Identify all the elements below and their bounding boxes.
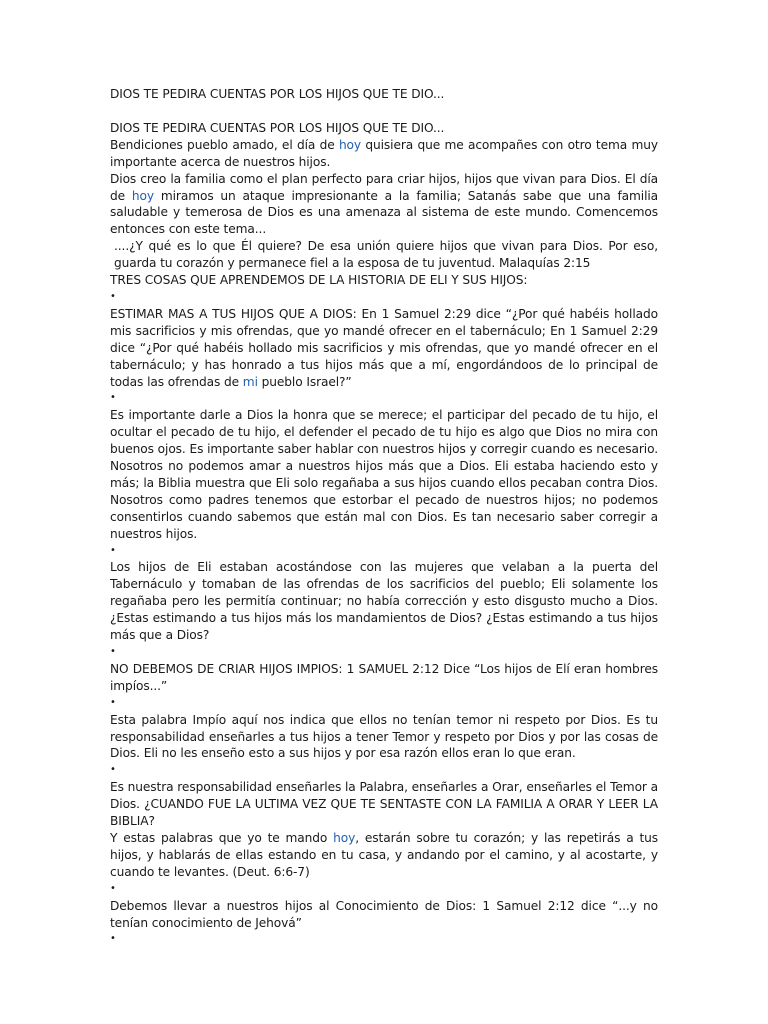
paragraph-hijos-eli: Los hijos de Eli estaban acostándose con las mujeres que velaban a la puerta del Tabernáculo y tomaban de las ofrendas de los sacrificios del pueblo; Eli solamente los regañaba pero les permitía continuar; no había corrección y esto disgusto mucho a Dios. ¿Estas estimando a tus hijos más los mandamientos de Dios? ¿Estas estimando a tus hijos más que a Dios?: [110, 560, 658, 643]
paragraph-honra: Es importante darle a Dios la honra que se merece; el participar del pecado de tu hijo, el ocultar el pecado de tu hijo, el defender el pecado de tu hijo es algo que Dios no mira con buenos ojos. Es importante saber hablar con nuestros hijos y corregir cuando es necesario. Nosotros no podemos amar a nuestros hijos más que a Dios. Eli estaba haciendo esto y más; la Biblia muestra que Eli solo regañaba a sus hijos cuando ellos pecaban contra Dios. Nosotros como padres tenemos que estorbar el pecado de nuestros hijos; no podemos consentirlos cuando sabemos que están mal con Dios. Es tan necesario saber corregir a nuestros hijos.: [110, 408, 658, 541]
bullet-marker: •: [110, 696, 116, 708]
bullet-marker: •: [110, 290, 116, 302]
bullet-marker: •: [110, 544, 116, 556]
paragraph-family-plan: Dios creo la familia como el plan perfecto para criar hijos, hijos que vivan para Dios. El día de hoy miramos un ataque impresionante a la familia; Satanás sabe que una familia saludable y temerosa de Dios es una amenaza al sistema de este mundo. Comencemos entonces con este tema...: [110, 171, 659, 237]
paragraph-hijos-impios: NO DEBEMOS DE CRIAR HIJOS IMPIOS: 1 SAMUEL 2:12 Dice “Los hijos de Elí eran hombres impíos...”: [110, 661, 658, 693]
document-title: DIOS TE PEDIRA CUENTAS POR LOS HIJOS QUE TE DIO...: [110, 87, 445, 101]
bullet-marker: •: [110, 882, 116, 894]
link-hoy[interactable]: hoy: [131, 188, 154, 203]
paragraph-tres-cosas: TRES COSAS QUE APRENDEMOS DE LA HISTORIA DE ELI Y SUS HIJOS:: [110, 273, 528, 288]
bullet-marker: •: [110, 392, 116, 404]
link-mi[interactable]: mi: [242, 374, 258, 389]
bullet-marker: •: [110, 933, 116, 945]
section-heading: DIOS TE PEDIRA CUENTAS POR LOS HIJOS QUE TE DIO...: [110, 120, 445, 135]
paragraph-greeting: Bendiciones pueblo amado, el día de hoy quisiera que me acompañes con otro tema muy importante acerca de nuestros hijos.: [110, 137, 658, 169]
bullet-marker: •: [110, 646, 116, 657]
document-page: [110, 86, 658, 948]
paragraph-deuteronomio: Y estas palabras que yo te mando hoy, estarán sobre tu corazón; y las repetirás a tus hijos, y hablarás de ellas estando en tu casa, y andando por el camino, y al acostarte, y cuando te levantes. (Deut. 6:6-7): [110, 830, 659, 879]
paragraph-malaquias: ....¿Y qué es lo que Él quiere? De esa unión quiere hijos que vivan para Dios. Por eso, guarda tu corazón y permanece fiel a la esposa de tu juventud. Malaquías 2:15: [114, 239, 658, 271]
paragraph-responsabilidad: Es nuestra responsabilidad enseñarles la Palabra, enseñarles a Orar, enseñarles el Temor a Dios. ¿CUANDO FUE LA ULTIMA VEZ QUE TE SENTASTE CON LA FAMILIA A ORAR Y LEER LA BIBLIA?: [110, 780, 658, 829]
paragraph-estimar: ESTIMAR MAS A TUS HIJOS QUE A DIOS: En 1 Samuel 2:29 dice “¿Por qué habéis hollado mis sacrificios y mis ofrendas, que yo mandé ofrecer en el tabernáculo; En 1 Samuel 2:29 dice “¿Por qué habéis hollado mis sacrificios y mis ofrendas, que yo mandé ofrecer en el tabernáculo; y has honrado a tus hijos más que a mí, engordándoos de lo principal de todas las ofrendas de mi pueblo Israel?”: [110, 306, 658, 389]
paragraph-impio: Esta palabra Impío aquí nos indica que ellos no tenían temor ni respeto por Dios. Es tu responsabilidad enseñarles a tus hijos a tener Temor y respeto por Dios y por las cosas de Dios. Eli no les enseño esto a sus hijos y por esa razón ellos eran lo que eran.: [110, 712, 658, 761]
paragraph-conocimiento: Debemos llevar a nuestros hijos al Conocimiento de Dios: 1 Samuel 2:12 dice “...y no tenían conocimiento de Jehová”: [110, 898, 658, 930]
link-hoy[interactable]: hoy: [338, 137, 362, 152]
bullet-marker: •: [110, 764, 116, 776]
link-hoy[interactable]: hoy: [333, 830, 356, 845]
